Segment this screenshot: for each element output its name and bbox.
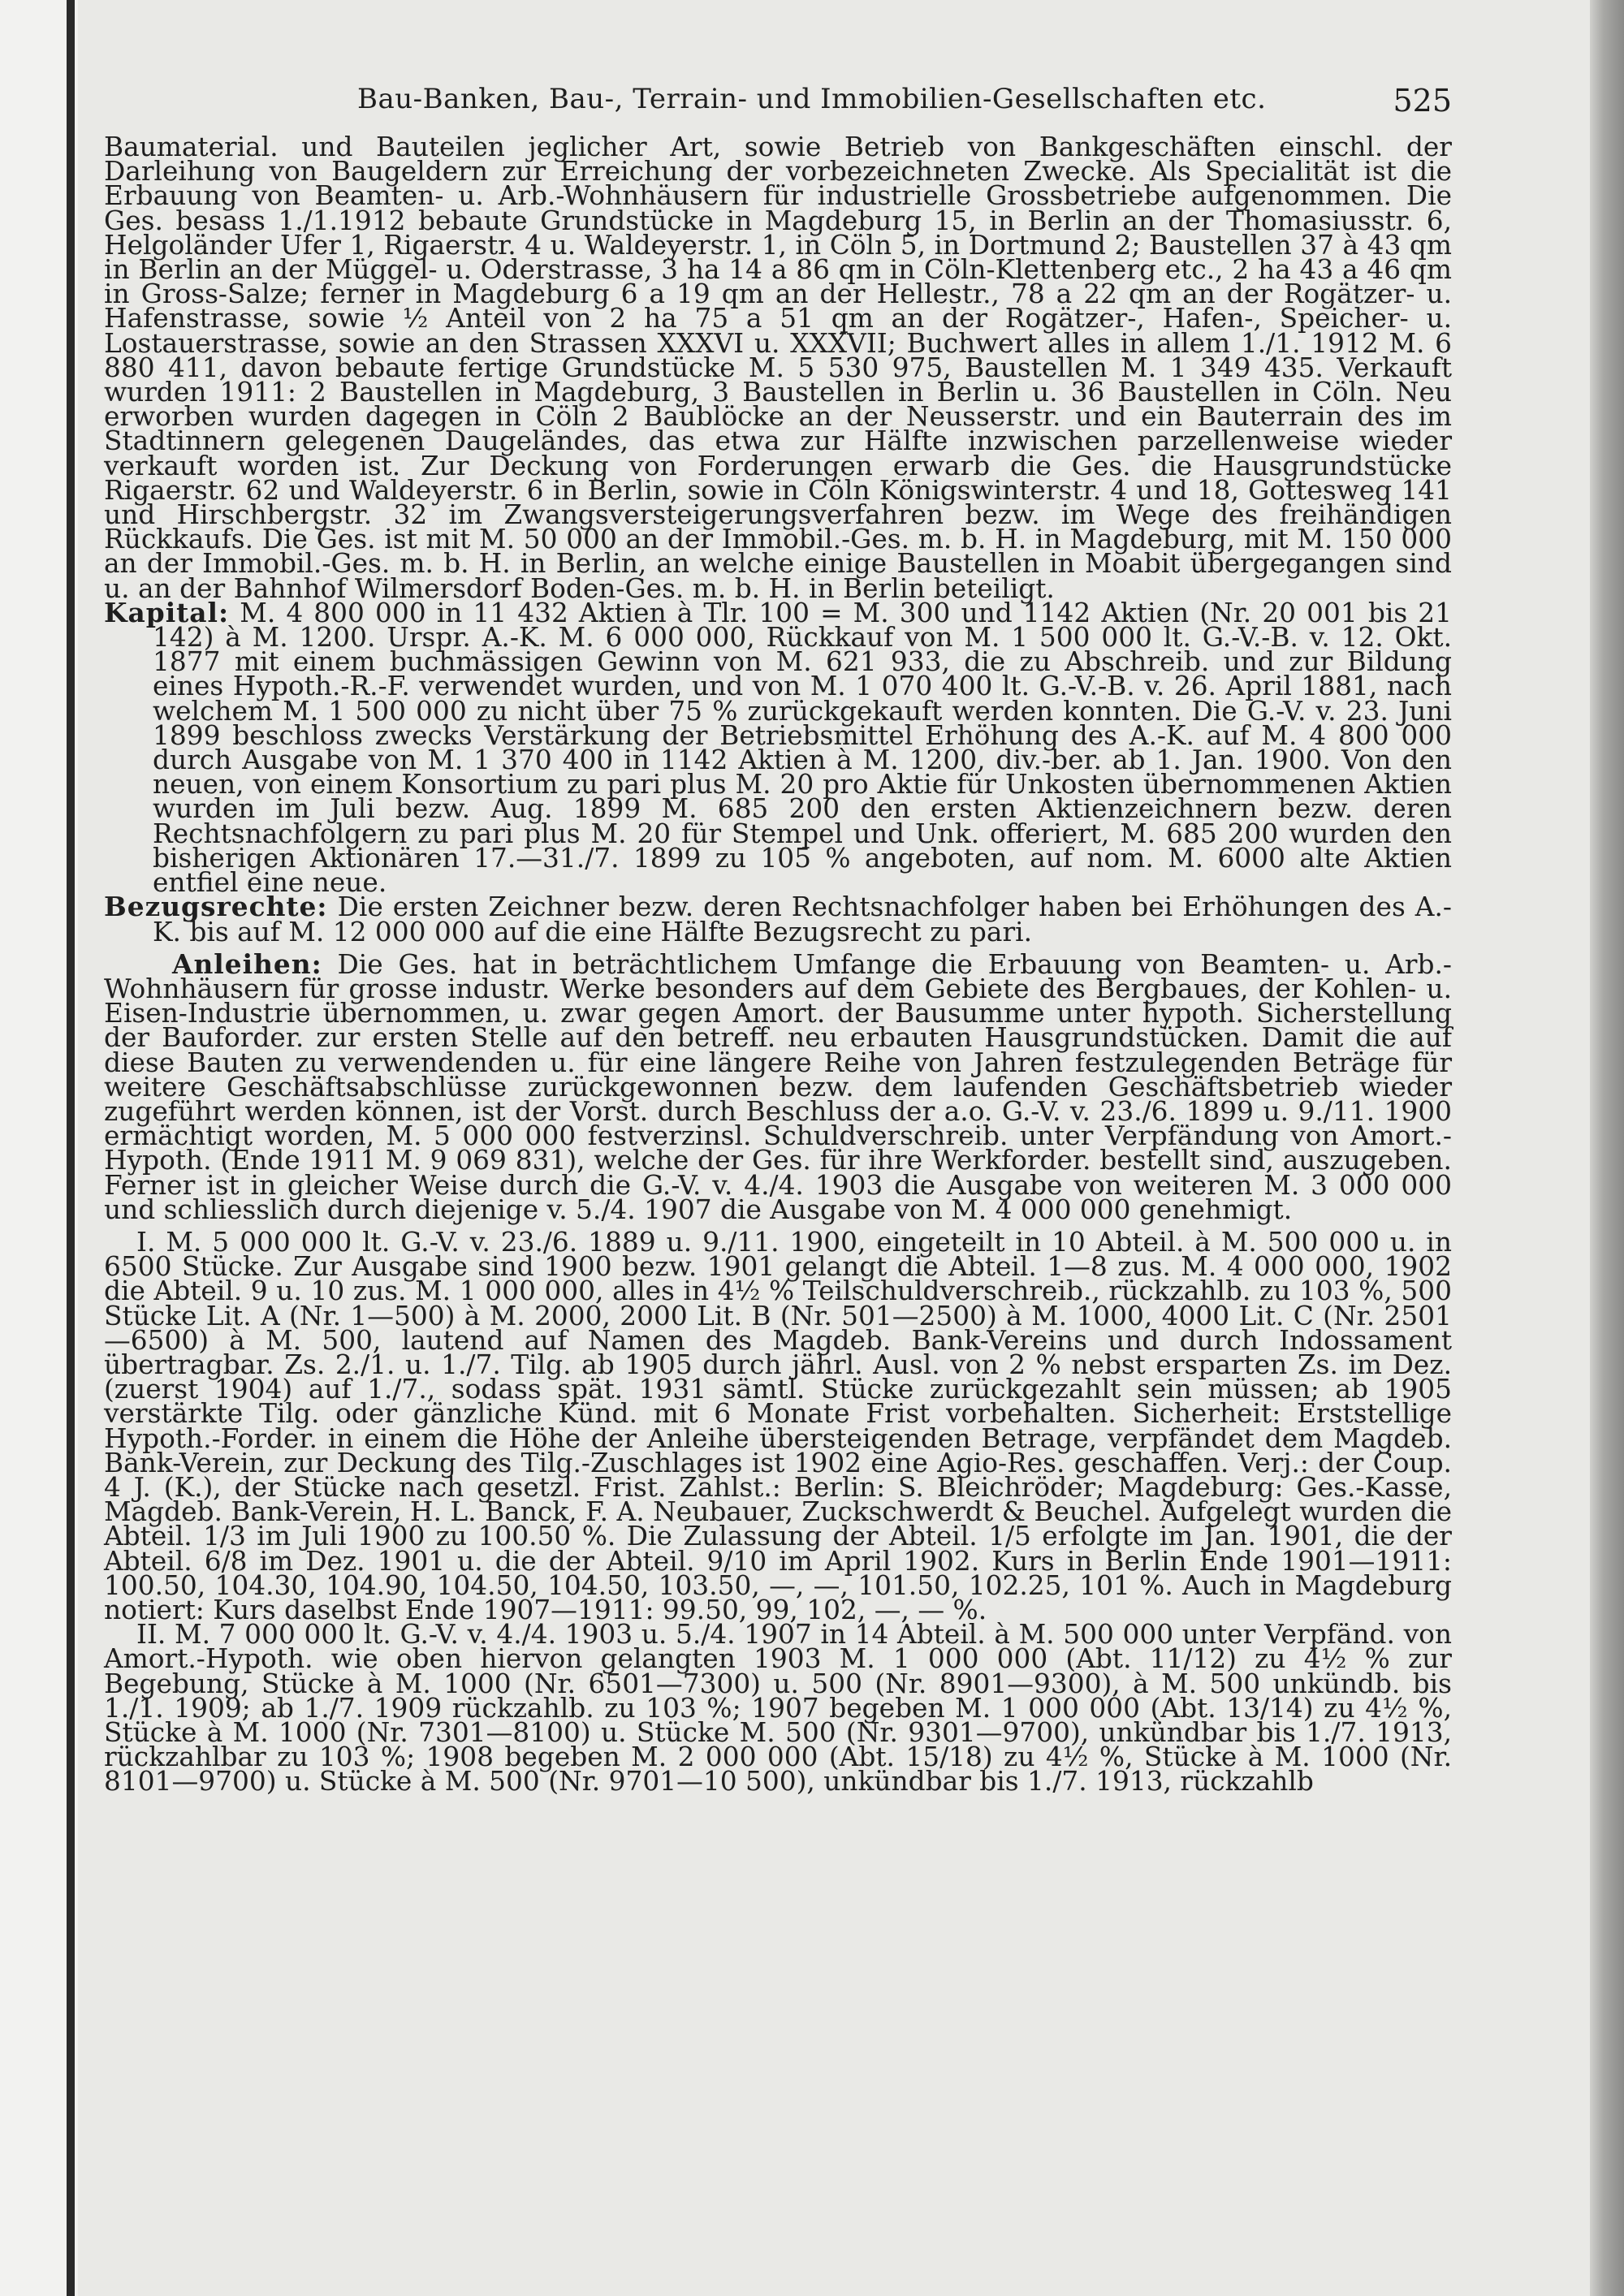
loan-one-paragraph: I. M. 5 000 000 lt. G.-V. v. 23./6. 1889 u. 9./11. 1900, eingeteilt in 10 Abteil. à M. 500 000 u. in 6500 Stücke. Zur Ausgabe sind 1900 bezw. 1901 gelangt die Abteil. 1—8 zus. M. 4 000 000, 1902 die Abteil. 9 u. 10 zus. M. 1 000 000, alles in 4½ % Teilschuldverschreib., rückzahlb. zu 103 %, 500 Stücke Lit. A (Nr. 1—500) à M. 2000, 2000 Lit. B (Nr. 501—2500) à M. 1000, 4000 Lit. C (Nr. 2501—6500) à M. 500, lautend auf Namen des Magdeb. Bank-Vereins und durch Indossament übertragbar. Zs. 2./1. u. 1./7. Tilg. ab 1905 durch jährl. Ausl. von 2 % nebst ersparten Zs. im Dez. (zuerst 1904) auf 1./7., sodass spät. 1931 sämtl. Stücke zurückgezahlt sein müssen; ab 1905 verstärkte Tilg. oder gänzliche Künd. mit 6 Monate Frist vorbehalten. Sicherheit: Erststellige Hypoth.-Forder. in einem die Höhe der Anleihe übersteigenden Betrage, verpfändet dem Magdeb. Bank-Verein, zur Deckung des Tilg.-Zuschlages ist 1902 eine Agio-Res. geschaffen. Verj.: der Coup. 4 J. (K.), der Stücke nach gesetzl. Frist. Zahlst.: Berlin: S. Bleichröder; Magdeburg: Ges.-Kasse, Magdeb. Bank-Verein, H. L. Banck, F. A. Neubauer, Zuckschwerdt & Beuchel. Aufgelegt wurden die Abteil. 1/3 im Juli 1900 zu 100.50 %. Die Zulassung der Abteil. 1/5 erfolgte im Jan. 1901, die der Abteil. 6/8 im Dez. 1901 u. die der Abteil. 9/10 im April 1902. Kurs in Berlin Ende 1901—1911: 100.50, 104.30, 104.90, 104.50, 104.50, 103.50, —, —, 101.50, 102.25, 101 %. Auch in Magdeburg notiert: Kurs daselbst Ende 1907—1911: 99.50, 99, 102, —, — %. — [104, 1226, 1452, 1625]
page-header — [104, 73, 1452, 135]
kapital-paragraph — [104, 596, 1452, 899]
anleihen-text: Die Ges. hat in beträchtlichem Umfange die Erbauung von Beamten- u. Arb.-Wohnhäusern für grosse industr. Werke besonders auf dem Gebiete des Bergbaues, der Kohlen- u. Eisen-Industrie übernommen, u. zwar gegen Amort. der Bausumme unter hypoth. Sicherstellung der Bauforder. zur ersten Stelle auf den betreff. neu erbauten Hausgrundstücken. Damit die auf diese Bauten zu verwendenden u. für eine längere Reihe von Jahren festzulegenden Beträge für weitere Geschäftsabschlüsse zurückgewonnen bezw. dem laufenden Geschäftsbetrieb wieder zugeführt werden können, ist der Vorst. durch Beschluss der a.o. G.-V. v. 23./6. 1899 u. 9./11. 1900 ermächtigt worden, M. 5 000 000 festverzinsl. Schuldverschreib. unter Verpfändung von Amort.-Hypoth. (Ende 1911 M. 9 069 831), welche der Ges. für ihre Werkforder. bestellt sind, auszugeben. Ferner ist in gleicher Weise durch die G.-V. v. 4./4. 1903 die Ausgabe von weiteren M. 3 000 000 und schliesslich durch diejenige v. 5./4. 1907 die Ausgabe von M. 4 000 000 genehmigt. — [104, 948, 1452, 1225]
loan-two-paragraph: II. M. 7 000 000 lt. G.-V. v. 4./4. 1903 u. 5./4. 1907 in 14 Abteil. à M. 500 000 unter Verpfänd. von Amort.-Hypoth. wie oben hiervon gelangten 1903 M. 1 000 000 (Abt. 11/12) zu 4½ % zur Begebung, Stücke à M. 1000 (Nr. 6501—7300) u. 500 (Nr. 8901—9300), à M. 500 unkündb. bis 1./1. 1909; ab 1./7. 1909 rückzahlb. zu 103 %; 1907 begeben M. 1 000 000 (Abt. 13/14) zu 4½ %, Stücke à M. 1000 (Nr. 7301—8100) u. Stücke M. 500 (Nr. 9301—9700), unkündbar bis 1./7. 1913, rückzahlbar zu 103 %; 1908 begeben M. 2 000 000 (Abt. 15/18) zu 4½ %, Stücke à M. 1000 (Nr. 8101—9700) u. Stücke à M. 500 (Nr. 9701—10 500), unkündbar bis 1./7. 1913, rückzahlb — [104, 1619, 1452, 1798]
page-number: 525 — [1393, 83, 1452, 119]
anleihen-label: Anleihen: — [172, 947, 322, 980]
bezugsrechte-paragraph — [104, 891, 1452, 947]
binding-rule — [67, 0, 75, 2296]
right-page-edge — [1590, 0, 1624, 2296]
intro-paragraph: Baumaterial. und Bauteilen jeglicher Art, sowie Betrieb von Bankgeschäften einschl. der Darleihung von Baugeldern zur Erreichung der vorbezeichneten Zwecke. Als Specialität ist die Erbauung von Beamten- u. Arb.-Wohnhäusern für industrielle Grossbetriebe aufgenommen. Die Ges. besass 1./1.1912 bebaute Grundstücke in Magdeburg 15, in Berlin an der Thomasiusstr. 6, Helgoländer Ufer 1, Rigaerstr. 4 u. Waldeyerstr. 1, in Cöln 5, in Dortmund 2; Baustellen 37 à 43 qm in Berlin an der Müggel- u. Oderstrasse, 3 ha 14 a 86 qm in Cöln-Klettenberg etc., 2 ha 43 a 46 qm in Gross-Salze; ferner in Magdeburg 6 a 19 qm an der Hellestr., 78 a 22 qm an der Rogätzer- u. Hafenstrasse, sowie ½ Anteil von 2 ha 75 a 51 qm an der Rogätzer-, Hafen-, Speicher- u. Lostauerstrasse, sowie an den Strassen XXXVI u. XXXVII; Buchwert alles in allem 1./1. 1912 M. 6 880 411, davon bebaute fertige Grundstücke M. 5 530 975, Baustellen M. 1 349 435. Verkauft wurden 1911: 2 Baustellen in Magdeburg, 3 Baustellen in Berlin u. 36 Baustellen in Cöln. Neu erworben wurden dagegen in Cöln 2 Baublöcke an der Neusserstr. und ein Bauterrain des im Stadtinnern gelegenen Daugeländes, das etwa zur Hälfte inzwischen parzellenweise wieder verkauft worden ist. Zur Deckung von Forderungen erwarb die Ges. die Hausgrundstücke Rigaerstr. 62 und Waldeyerstr. 6 in Berlin, sowie in Cöln Königswinterstr. 4 und 18, Gottesweg 141 und Hirschbergstr. 32 im Zwangsversteigerungsverfahren bezw. im Wege des freihändigen Rückkaufs. Die Ges. ist mit M. 50 000 an der Immobil.-Ges. m. b. H. in Magdeburg, mit M. 150 000 an der Immobil.-Ges. m. b. H. in Berlin, an welche einige Baustellen in Moabit übergegangen sind u. an der Bahnhof Wilmersdorf Boden-Ges. m. b. H. in Berlin beteiligt. — [104, 132, 1452, 604]
anleihen-paragraph — [104, 947, 1452, 1225]
bezugsrechte-text: Die ersten Zeichner bezw. deren Rechtsnachfolger haben bei Erhöhungen des A.-K. bis auf M. 12 000 000 auf die eine Hälfte Bezugsrecht zu pari. — [153, 891, 1452, 947]
kapital-text: M. 4 800 000 in 11 432 Aktien à Tlr. 100 = M. 300 und 1142 Aktien (Nr. 20 001 bis 21 142) à M. 1200. Urspr. A.-K. M. 6 000 000, Rückkauf von M. 1 500 000 lt. G.-V.-B. v. 12. Okt. 1877 mit einem buchmässigen Gewinn von M. 621 933, die zu Abschreib. und zur Bildung eines Hypoth.-R.-F. verwendet wurden, und von M. 1 070 400 lt. G.-V.-B. v. 26. April 1881, nach welchem M. 1 500 000 zu nicht über 75 % zurückgekauft werden konnten. Die G.-V. v. 23. Juni 1899 beschloss zwecks Verstärkung der Betriebsmittel Erhöhung des A.-K. auf M. 4 800 000 durch Ausgabe von M. 1 370 400 in 1142 Aktien à M. 1200, div.-ber. ab 1. Jan. 1900. Von den neuen, von einem Konsortium zu pari plus M. 20 pro Aktie für Unkosten übernommenen Aktien wurden im Juli bezw. Aug. 1899 M. 685 200 den ersten Aktienzeichnern bezw. deren Rechtsnachfolgern zu pari plus M. 20 für Stempel und Unk. offeriert, M. 685 200 wurden den bisherigen Aktionären 17.—31./7. 1899 zu 105 % angeboten, auf nom. M. 6000 alte Aktien entfiel eine neue. — [153, 597, 1452, 899]
kapital-label: Kapital: — [104, 596, 230, 628]
bezugsrechte-label: Bezugsrechte: — [104, 891, 328, 923]
running-head: Bau-Banken, Bau-, Terrain- und Immobilien-Gesellschaften etc. — [357, 83, 1267, 115]
page-body — [104, 73, 1452, 1798]
